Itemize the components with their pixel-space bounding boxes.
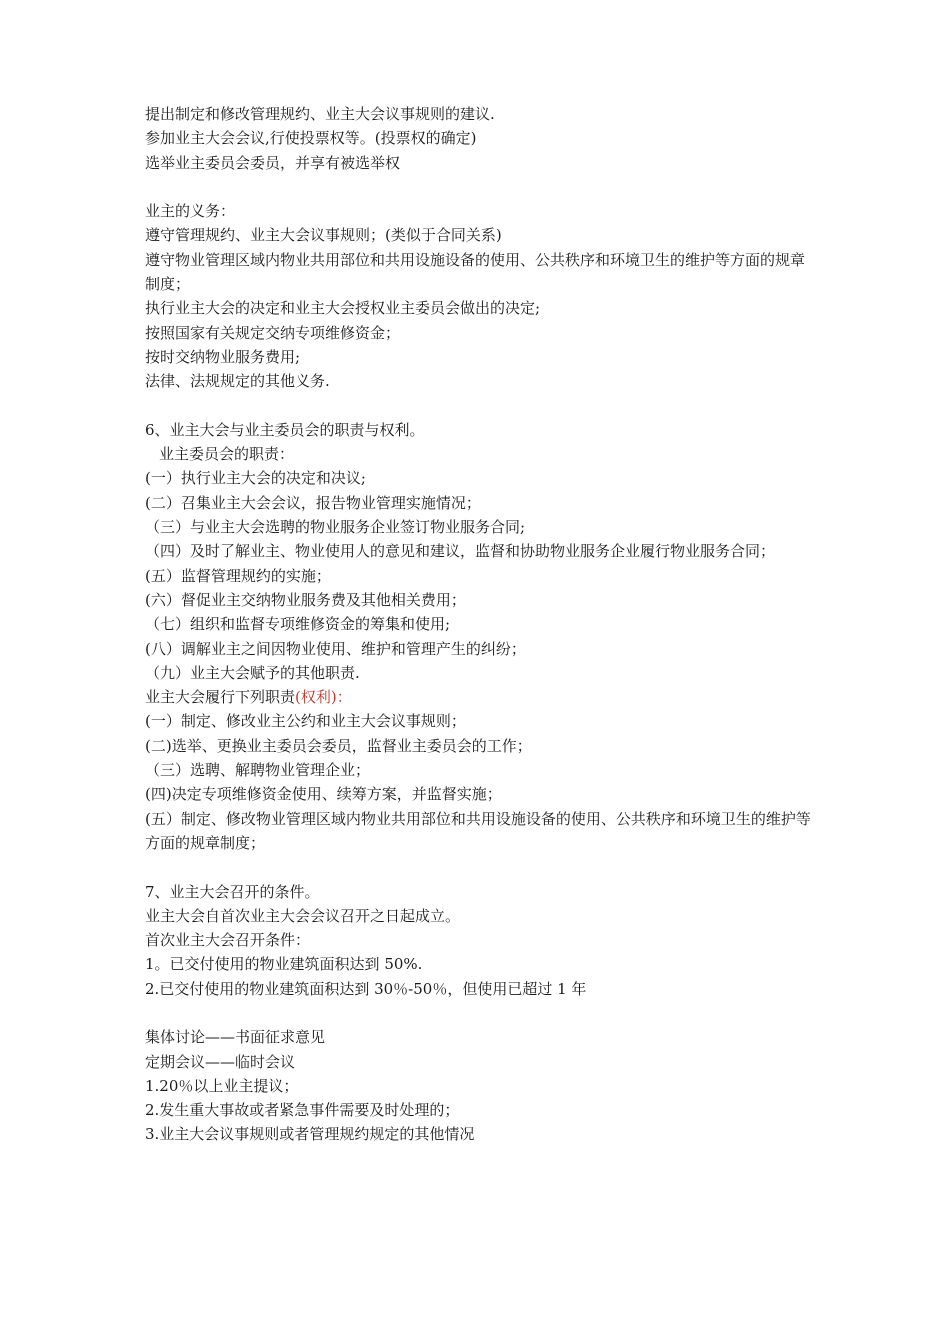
first-meeting-conditions-heading: 首次业主大会召开条件： [145,931,311,950]
meeting-condition-item: 3.业主大会议事规则或者管理规约规定的其他情况 [145,1125,475,1144]
committee-duty-item: （九）业主大会赋予的其他职责. [145,663,360,682]
owner-duty-item: 法律、法规规定的其他义务. [145,372,330,391]
document-body [145,102,815,1147]
committee-duties-heading: 业主委员会的职责： [159,445,295,464]
owner-right-item: 提出制定和修改管理规约、业主大会议事规则的建议. [145,105,495,123]
assembly-duty-item: （三）选聘、解聘物业管理企业； [145,761,371,780]
owner-duty-item: 遵守管理规约、业主大会议事规则；(类似于合同关系) [145,226,502,245]
assembly-duties-label: 业主大会履行下列职责 [145,688,296,707]
assembly-duties-heading [145,685,815,709]
committee-duty-item: (一）执行业主大会的决定和决议; [145,469,366,488]
assembly-establishment: 业主大会自首次业主大会会议召开之日起成立。 [145,906,461,925]
rights-highlight: (权利)： [295,688,352,707]
assembly-duty-item: (二)选举、更换业主委员会委员，监督业主委员会的工作； [145,736,532,755]
spacer [145,855,815,879]
assembly-duty-item: (五）制定、修改物业管理区域内物业共用部位和共用设施设备的使用、公共秩序和环境卫生的维护等方面的规章制度； [145,809,811,852]
section-7-heading: 7、业主大会召开的条件。 [145,882,320,901]
owner-duty-item: 按时交纳物业服务费用; [145,347,301,366]
meeting-condition-item: 1.20％以上业主提议； [145,1076,299,1095]
committee-duty-item: （三）与业主大会选聘的物业服务企业签订物业服务合同; [145,518,526,537]
owner-duty-item: 按照国家有关规定交纳专项维修资金； [145,323,401,342]
meeting-type-line: 定期会议——临时会议 [145,1052,296,1071]
assembly-duty-item: (四)决定专项维修资金使用、续筹方案，并监督实施； [145,785,502,804]
assembly-duty-item: (一）制定、修改业主公约和业主大会议事规则； [145,712,466,731]
condition-item: 2.已交付使用的物业建筑面积达到 30％-50％，但使用已超过 1 年 [145,979,587,998]
owner-duty-item: 遵守物业管理区域内物业共用部位和共用设施设备的使用、公共秩序和环境卫生的维护等方面的规章制度； [145,250,806,294]
committee-duty-item: (八）调解业主之间因物业使用、维护和管理产生的纠纷； [145,639,526,658]
committee-duty-item: （七）组织和监督专项维修资金的筹集和使用; [145,615,451,634]
owner-right-item: 选举业主委员会委员，并享有被选举权 [145,153,401,172]
condition-item: 1。已交付使用的物业建筑面积达到 50%. [145,955,423,974]
committee-duty-item: （四）及时了解业主、物业使用人的意见和建议，监督和协助物业服务企业履行物业服务合同； [145,542,776,561]
committee-duty-item: (二）召集业主大会会议，报告物业管理实施情况； [145,493,481,512]
committee-duty-item: (六）督促业主交纳物业服务费及其他相关费用； [145,590,466,609]
meeting-form-line: 集体讨论——书面征求意见 [145,1028,326,1047]
owner-duty-item: 执行业主大会的决定和业主大会授权业主委员会做出的决定; [145,299,541,318]
committee-duty-item: (五）监督管理规约的实施； [145,566,331,585]
meeting-condition-item: 2.发生重大事故或者紧急事件需要及时处理的； [145,1101,460,1120]
owner-duties-heading: 业主的义务： [145,202,236,221]
section-6-heading: 6、业主大会与业主委员会的职责与权利。 [145,420,425,439]
spacer [145,1001,815,1025]
spacer [145,394,815,418]
owner-right-item: 参加业主大会会议,行使投票权等。(投票权的确定) [145,129,477,148]
spacer [145,175,815,199]
